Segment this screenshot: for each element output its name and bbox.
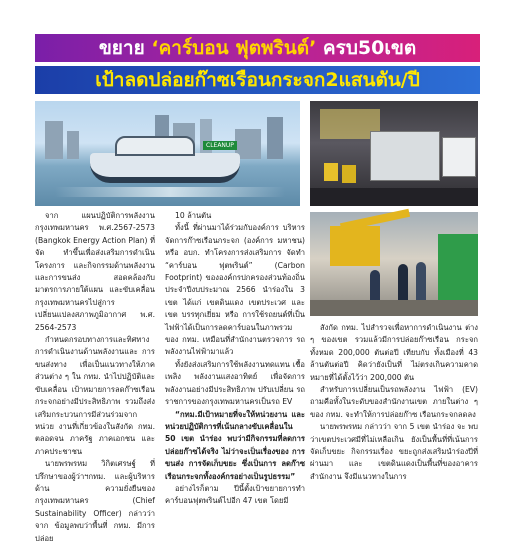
photo-cleanup-boat — [35, 101, 300, 206]
headline — [35, 34, 480, 98]
boat-badge: CLEANUP — [203, 141, 237, 150]
photo-garbage-trucks — [310, 101, 478, 206]
garbage-truck — [370, 131, 440, 181]
paragraph: จาก แผนปฏิบัติการพลังงาน กรุงเทพมหานคร พ.ศ.2567-2573 (Bangkok Energy Action Plan) ที่จัด ทำขึ้นเพื่อส่งเสริมการดำเนินโครงการ และกิจกรรมด้านพลังงานและการขนส่ง สอดคล้องกับมาตรการภายใต้แผน และขับเคลื่อนกรุงเทพมหานครไปสู่การ เปลี่ยนแปลงสภาพภูมิอากาศ พ.ศ. 2564-2573 — [35, 211, 155, 332]
headline-line-1-accent: ‘คาร์บอน ฟุตพรินต์’ — [151, 37, 317, 59]
article-column-3 — [310, 322, 478, 512]
headline-line-1-pre: ขยาย — [98, 37, 152, 59]
paragraph: ทั้งยังส่งเสริมการใช้พลังงานทดแทน เชื้อเพลิง พลังงานแสงอาทิตย์ เพื่อจัดการ พลังงานอย่างมีประสิทธิภาพ ปรับเปลี่ยน รถราชการของกรุงเทพมหานครเป็นรถ EV — [165, 359, 305, 407]
green-truck — [438, 234, 478, 304]
paragraph: กำหนดกรอบทางการและทิศทาง การดำเนินงานด้านพลังงานและ การขนส่งทาง เพื่อเป็นแนวทางให้ภาค ส่วนต่าง ๆ ใน กทม. นำไปปฏิบัติและ ขับเคลื่อน เป้าหมายการลดก๊าซเรือน กระจกอย่างมีประสิทธิภาพ รวมถึงส่ง เสริมกระบวนการมีส่วนร่วมจากหน่วย งานที่เกี่ยวข้องในสังกัด กทม. ตลอดจน ภาครัฐ ภาคเอกชน และภาคประชาชน — [35, 335, 155, 456]
article-column-2 — [165, 210, 305, 512]
yellow-machine — [330, 226, 380, 266]
waste-bin — [342, 165, 356, 183]
paragraph: นายพรพรหม กล่าวว่า จาก 5 เขต นำร่อง จะ พบว่าเขตประเวศมีที่ไม่เหลือเกิน ยังเป็นพื้นที่ที่เน้นการจัดเก็บขยะ กิจกรรมเรื่อง ขยะถูกส่งเสริมนำร่องปีที่ผ่านมา และ เขตดินแดงเป็นพื้นที่ของอาคารสำนักงาน จึงมีแนวทางในการ — [310, 422, 478, 481]
street — [310, 188, 478, 206]
headline-line-1-post: ครบ50เขต — [316, 37, 417, 59]
boat-wake — [55, 187, 285, 197]
headline-line-2: เป้าลดปล่อยก๊าซเรือนกระจก2แสนตัน/ปี — [35, 66, 480, 94]
paragraph-quote: “กทม.มีเป้าหมายที่จะให้หน่วยงาน และหน่วยปฏิบัติการที่เน้นกลางขับเคลื่อนใน 50 เขต นำร่อง พบว่ามีกิจกรรมที่ลดการปล่อยก๊าซได้จริง ไม่ว่าจะเป็นเรื่องของ การขนส่ง การจัดเก็บขยะ ซึ่งเป็นการ ลดก๊าซเรือนกระจกทั้งองค์กรอย่างเป็นรูปธรรม” — [165, 409, 305, 481]
ground — [310, 300, 478, 316]
boat-cabin — [115, 136, 195, 156]
paragraph: สังกัด กทม. ไปสำรวจเพื่อหาการดำเนินงาน ต่าง ๆ ของเขต รวมแล้วมีการปล่อยก๊าซเรือน กระจกทั้งหมด 200,000 ตันต่อปี เทียบกับ ทั้งเมืองที่ 43 ล้านตันต่อปี คิดว่ายังเป็นที่ ไม่ตรงเกินความคาดหมายที่ได้ตั้งไว้ว่า 200,000 ตัน — [310, 323, 478, 382]
truck-cab — [442, 137, 476, 177]
paragraph: ทั้งนี้ ที่ผ่านมาได้ร่วมกับองค์การ บริหารจัดการก๊าซเรือนกระจก (องค์การ มหาชน) หรือ อบก. ทำโครงการส่งเสริมการ จัดทำ “คาร์บอน ฟุตพรินต์” (Carbon Footprint) ขององค์กรปกครองส่วนท้องถิ่น ประจำปีงบประมาณ 2566 นำร่องใน 3 เขต ได้แก่ เขตดินแดง เขตประเวศ และเขต บรรทุกเยี่ยม หรือ การใช้รถยนต์ที่เป็น ไฟฟ้าได้เป็นการลดคาร์บอนในภาพรวม ของ กทม. เหมือนที่สำนักงานตรวจการ รถพลังงานไฟฟ้ามาแล้ว — [165, 223, 305, 357]
waste-bin — [324, 163, 338, 181]
paragraph: สำหรับการเปลี่ยนเป็นรถพลังงาน ไฟฟ้า (EV) ถามคือทั้งในระดับของสำนักงานเขต ภายในต่าง ๆ ของ กทม. จะทำให้การปล่อยก๊าซ เรือนกระจกลดลง — [310, 385, 478, 419]
headline-line-1 — [35, 34, 480, 62]
article-column-1 — [35, 210, 155, 543]
paragraph: 10 ล้านตัน — [175, 211, 212, 220]
paragraph: นายพรพรหม วิกิตเศรษฐ์ ที่ ปรึกษาของผู้ว่าฯกทม. และผู้บริหารด้าน ความยั่งยืนของกรุงเทพมหานคร (Chief Sustainability Officer) กล่าวว่า จาก ข้อมูลพบว่าพื้นที่ กทม. มีการปล่อย — [35, 459, 155, 543]
boat-hull — [90, 153, 240, 183]
paragraph: อย่างไรก็ตาม ปีนี้ตั้งเป้าขยายการทำ คาร์บอนฟุตพรินต์ไปอีก 47 เขต โดยมี — [165, 483, 305, 506]
photo-dump-site — [310, 212, 478, 316]
